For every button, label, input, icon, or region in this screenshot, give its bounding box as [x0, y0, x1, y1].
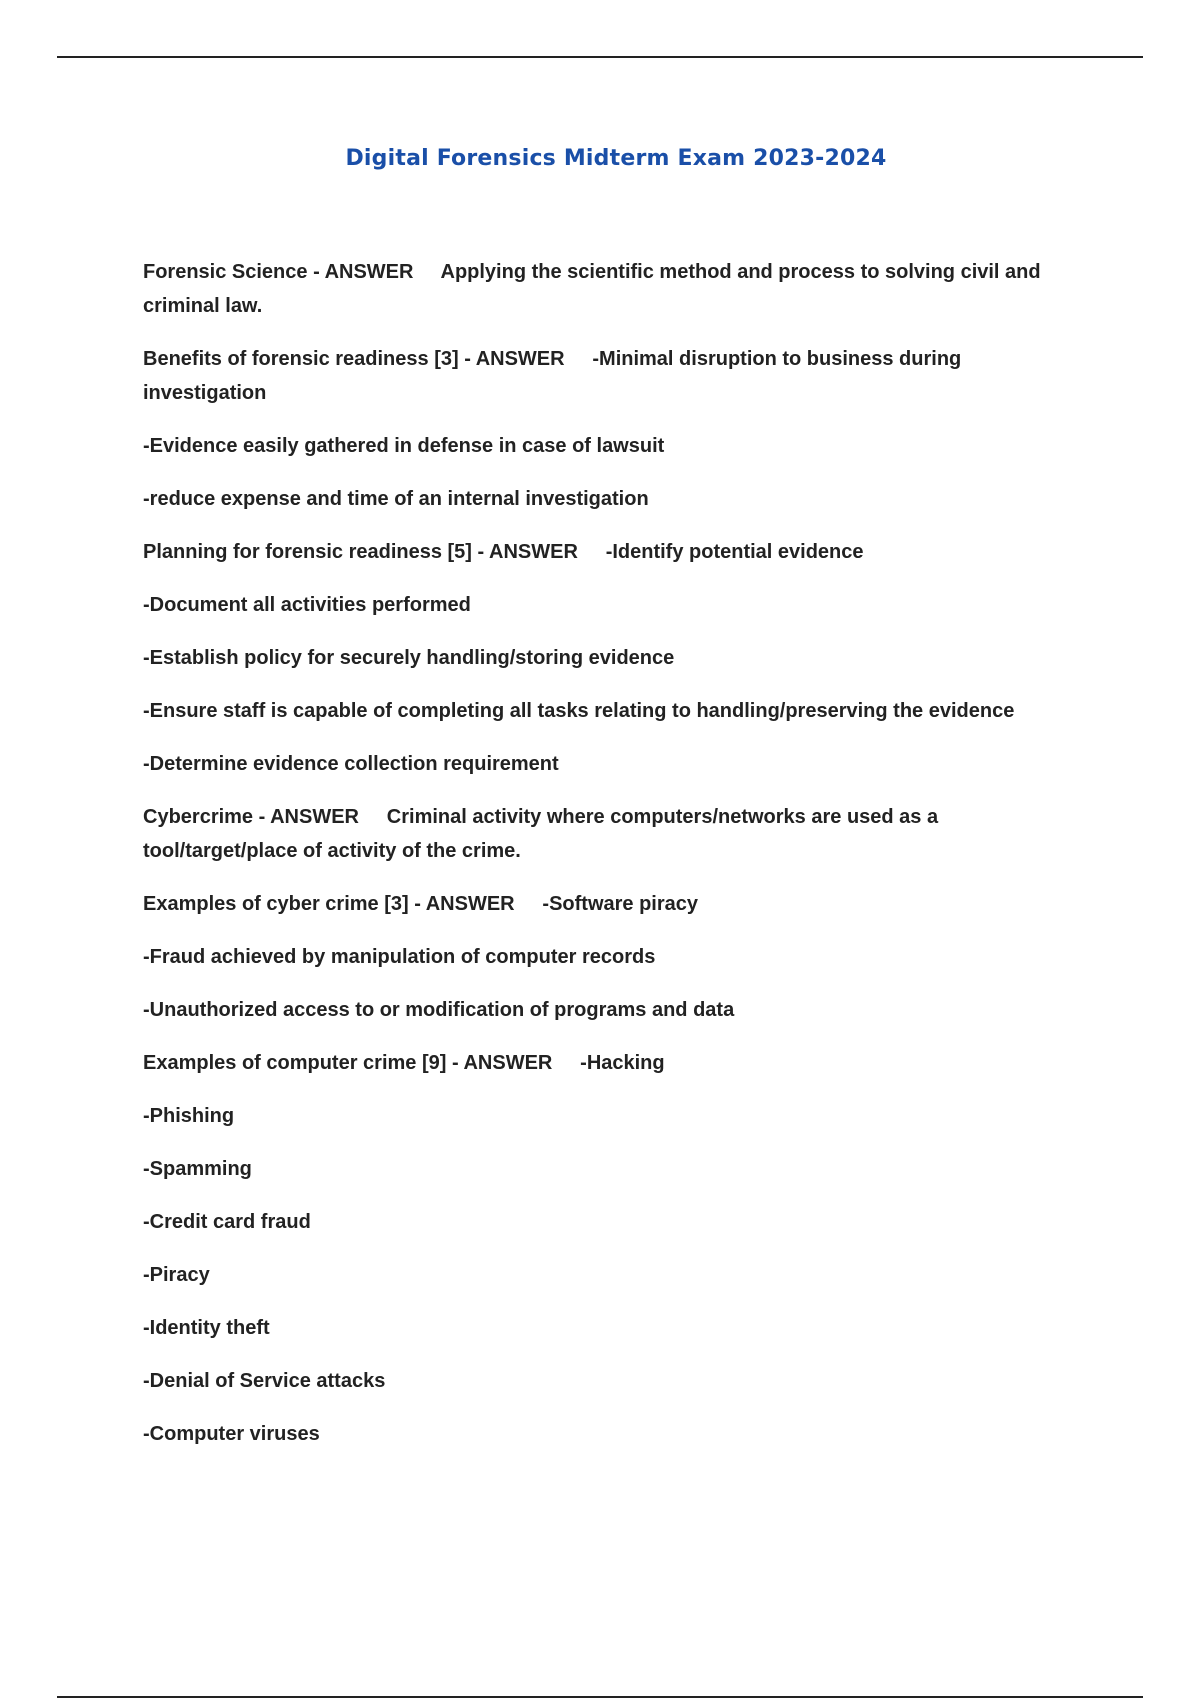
qa-entry: Examples of computer crime [9] - ANSWER -Hacking: [143, 1052, 665, 1074]
answer-marker: ANSWER: [324, 261, 414, 283]
question-term: Examples of cyber crime [3]: [143, 893, 409, 915]
question-term: Forensic Science: [143, 261, 308, 283]
question-term: Cybercrime: [143, 806, 254, 828]
question-term: Benefits of forensic readiness [3]: [143, 348, 459, 370]
qa-entry: Cybercrime - ANSWER Criminal activity where computers/networks are used as a tool/target/place of activity of the crime.: [143, 806, 939, 862]
answer-line: -Phishing: [143, 1105, 235, 1127]
answer-line: -Piracy: [143, 1264, 210, 1286]
answer-text: Applying the scientific method and process to solving civil and criminal law.: [143, 261, 1041, 317]
header-rule: [57, 56, 1143, 58]
answer-line: -Ensure staff is capable of completing all tasks relating to handling/preserving the evidence: [143, 700, 1015, 722]
answer-text: Criminal activity where computers/networks are used as a tool/target/place of activity of the crime.: [143, 806, 939, 862]
qa-entry: Forensic Science - ANSWER Applying the scientific method and process to solving civil and criminal law.: [143, 261, 1041, 317]
answer-line: -Denial of Service attacks: [143, 1370, 386, 1392]
answer-line: -Fraud achieved by manipulation of computer records: [143, 946, 656, 968]
answer-line: -Credit card fraud: [143, 1211, 311, 1233]
answer-text: -Minimal disruption to business during investigation: [143, 348, 962, 404]
answer-marker: ANSWER: [475, 348, 565, 370]
answer-marker: ANSWER: [425, 893, 515, 915]
answer-line: -Computer viruses: [143, 1423, 320, 1445]
qa-entry: Planning for forensic readiness [5] - ANSWER -Identify potential evidence: [143, 541, 864, 563]
document-body: [143, 255, 1073, 1470]
answer-line: -Establish policy for securely handling/storing evidence: [143, 647, 675, 669]
question-term: Planning for forensic readiness [5]: [143, 541, 472, 563]
qa-entry: Examples of cyber crime [3] - ANSWER -Software piracy: [143, 893, 699, 915]
footer-rule: [57, 1696, 1143, 1698]
answer-marker: ANSWER: [463, 1052, 553, 1074]
answer-marker: ANSWER: [489, 541, 578, 563]
answer-text: -Identify potential evidence: [605, 541, 864, 563]
answer-line: -Document all activities performed: [143, 594, 471, 616]
answer-line: -Spamming: [143, 1158, 252, 1180]
answer-line: -Unauthorized access to or modification of programs and data: [143, 999, 735, 1021]
answer-line: -Determine evidence collection requirement: [143, 753, 559, 775]
answer-line: -Evidence easily gathered in defense in case of lawsuit: [143, 435, 665, 457]
answer-line: -Identity theft: [143, 1317, 270, 1339]
document-title: Digital Forensics Midterm Exam 2023-2024: [345, 146, 887, 171]
question-term: Examples of computer crime [9]: [143, 1052, 447, 1074]
answer-line: -reduce expense and time of an internal investigation: [143, 488, 649, 510]
answer-marker: ANSWER: [270, 806, 359, 828]
answer-text: -Software piracy: [542, 893, 699, 915]
qa-entry: Benefits of forensic readiness [3] - ANSWER -Minimal disruption to business during investigation: [143, 348, 962, 404]
answer-text: -Hacking: [580, 1052, 665, 1074]
